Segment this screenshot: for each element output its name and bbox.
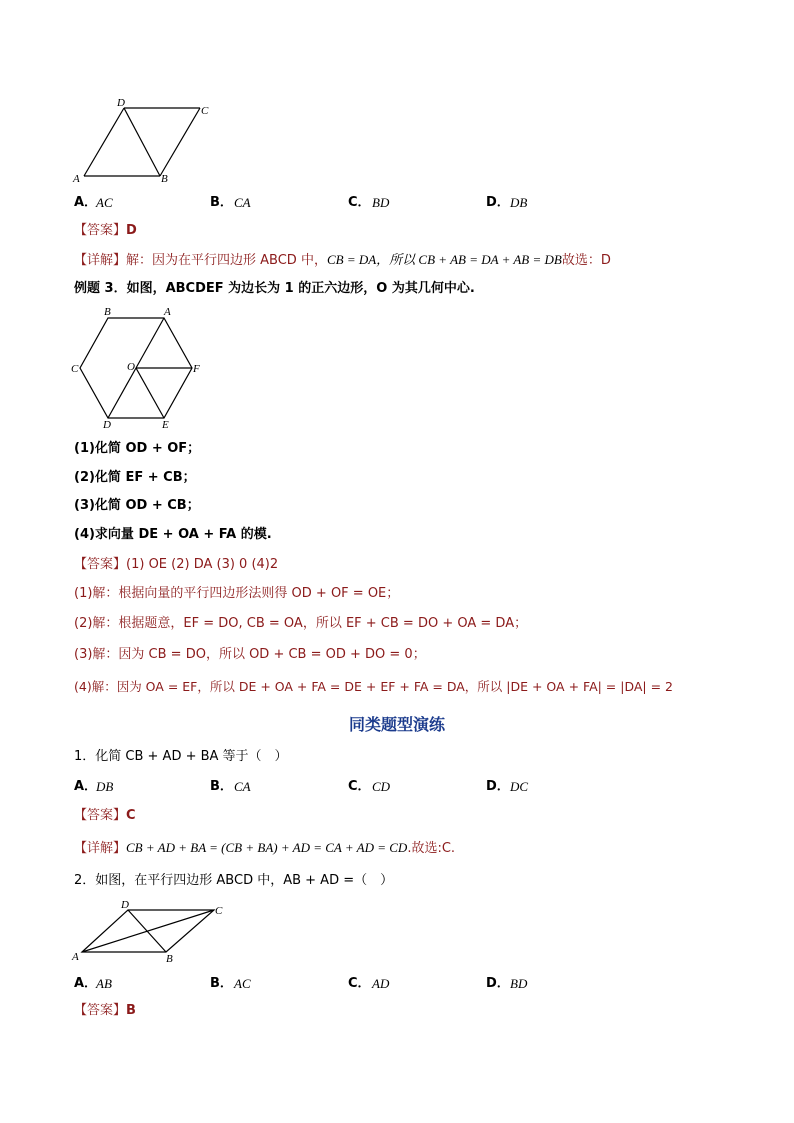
option-c-value: BD [372,195,390,210]
example3-q4: (4)求向量 DE + OA + FA 的模. [74,527,272,542]
option-a-label: A． [74,976,98,991]
option-a-value: AC [96,195,113,210]
option-b-label: B． [210,976,233,991]
answer-tag: 【答案】 [74,223,127,238]
example3-solution-3: (3)解：因为 CB = DO，所以 OD + CB = OD + DO = 0； [74,647,426,662]
para-vertex-c: C [215,905,223,917]
prev-answer [74,222,137,240]
hex-vertex-d: D [103,419,111,431]
hex-center-o: O [127,361,135,373]
answer-value: B [126,1003,136,1018]
detail-end: 故选：D [561,253,611,268]
example3-q2: (2)化简 EF + CB； [74,470,196,485]
option-b-value: AC [234,976,251,991]
practice1-question: 1．化简 CB + AD + BA 等于（ ） [74,749,288,764]
practice2-question: 2．如图，在平行四边形 ABCD 中，AB + AD =（ ） [74,873,394,888]
hex-vertex-c: C [71,363,79,375]
example3-answer [74,556,278,574]
example3-q3: (3)化简 OD + CB； [74,498,200,513]
option-a-label: A． [74,195,98,210]
vertex-c-label: C [201,105,209,117]
para-vertex-d: D [121,899,129,911]
practice2-answer [74,1002,136,1020]
example3-solution-1: (1)解：根据向量的平行四边形法则得 OD + OF = OE； [74,586,400,601]
option-a-value: DB [96,779,114,794]
hexagon-figure [68,304,208,432]
practice1-answer [74,807,136,825]
option-a-label: A． [74,779,98,794]
vertex-a-label: A [73,173,80,185]
detail-math: CB + AD + BA = (CB + BA) + AD = CA + AD = CD [126,840,408,855]
option-c-label: C． [348,195,371,210]
detail-pre: 解：因为在平行四边形 ABCD 中， [126,253,327,268]
option-b-label: B． [210,779,233,794]
example3-solution-2: (2)解：根据题意，EF = DO, CB = OA，所以 EF + CB = DO + OA = DA； [74,616,528,631]
option-d-value: DB [510,195,528,210]
option-c-value: AD [372,976,390,991]
option-a-value: AB [96,976,112,991]
parallelogram-figure [70,896,230,966]
option-b-value: CA [234,779,251,794]
option-b-value: CA [234,195,251,210]
para-vertex-a: A [72,951,79,963]
para-vertex-b: B [166,953,173,965]
answer-tag: 【答案】 [74,1003,127,1018]
hex-vertex-e: E [162,419,169,431]
answer-value: (1) OE (2) DA (3) 0 (4)2 [126,557,279,572]
hex-vertex-b: B [104,306,111,318]
answer-value: C [126,808,136,823]
option-d-label: D． [486,976,510,991]
option-d-value: BD [510,976,528,991]
option-d-value: DC [510,779,529,794]
option-c-label: C． [348,976,371,991]
vertex-b-label: B [161,173,168,185]
detail-tag: 【详解】 [74,253,127,268]
answer-tag: 【答案】 [74,557,127,572]
detail-math: CB = DA，所以 CB + AB = DA + AB = DB [326,252,562,267]
example3-solution-4: (4)解：因为 OA = EF，所以 DE + OA + FA = DE + EF + FA = DA，所以 |DE + OA + FA| = |DA| = 2 [74,679,673,694]
option-c-label: C． [348,779,371,794]
hex-vertex-f: F [193,363,200,375]
option-b-label: B． [210,195,233,210]
detail-end: .故选:C. [407,841,456,856]
example3-q1: (1)化简 OD + OF； [74,441,201,456]
prev-detail [74,251,611,270]
hex-vertex-a: A [164,306,171,318]
answer-value: D [126,223,137,238]
rhombus-figure [72,96,222,188]
practice1-detail [74,839,455,858]
detail-tag: 【详解】 [74,841,127,856]
option-d-label: D． [486,195,510,210]
option-d-label: D． [486,779,510,794]
example3-title: 例题 3．如图，ABCDEF 为边长为 1 的正六边形，O 为其几何中心. [74,281,475,296]
section-title: 同类题型演练 [348,715,445,734]
answer-tag: 【答案】 [74,808,127,823]
option-c-value: CD [372,779,391,794]
vertex-d-label: D [117,97,125,109]
